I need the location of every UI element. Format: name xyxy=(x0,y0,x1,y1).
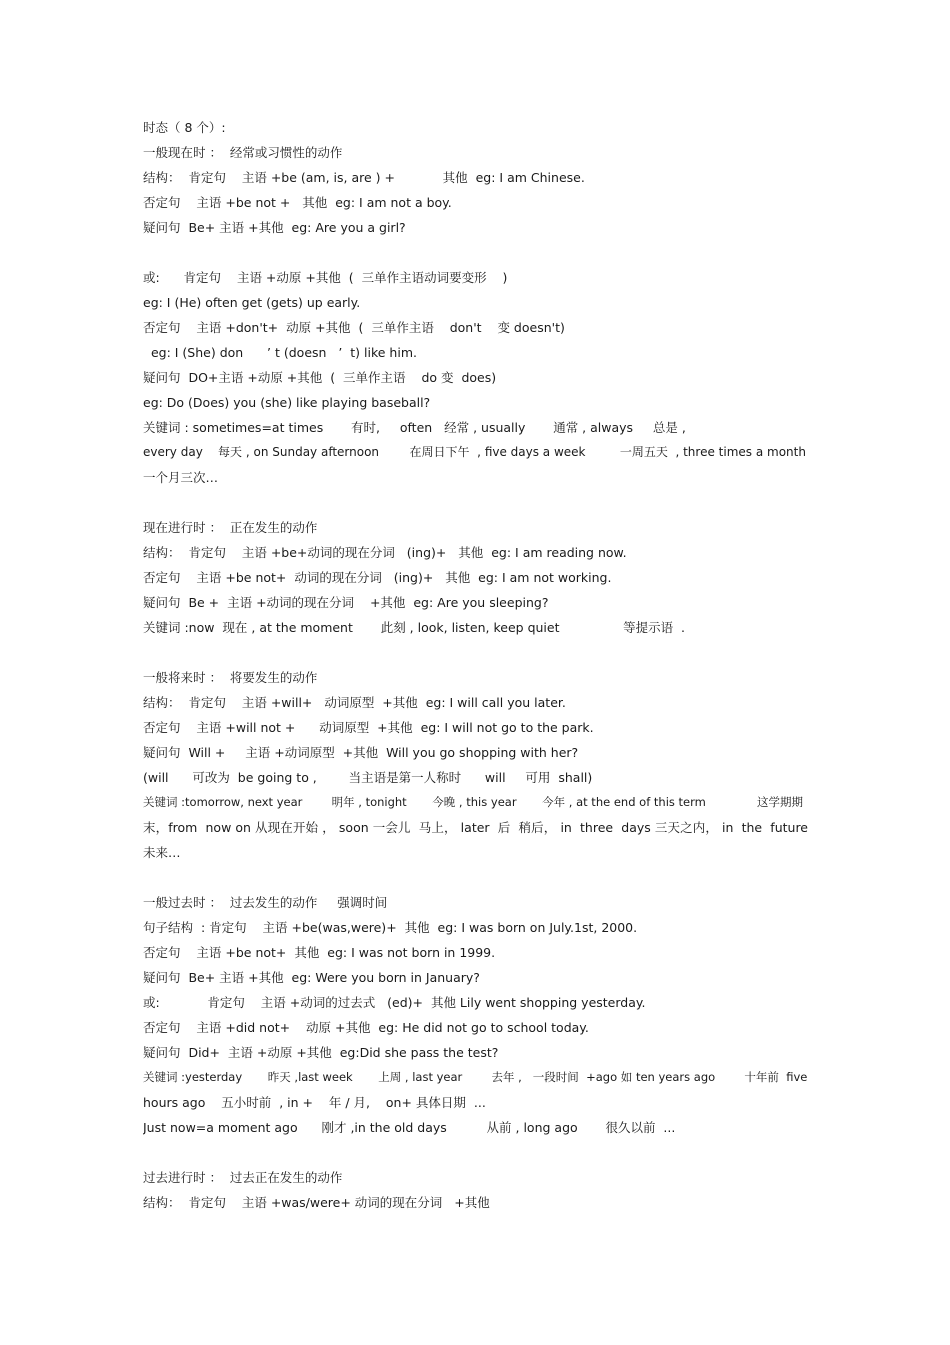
text-line: 疑问句 Be+ 主语 +其他 eg: Are you a girl? xyxy=(143,220,406,235)
section-heading: 一般将来时 ： 将要发生的动作 xyxy=(143,670,318,685)
text-line: Just now=a moment ago 刚才 ,in the old days 从前 , long ago 很久以前 ... xyxy=(143,1120,676,1135)
text-line: 关键词 :yesterday 昨天 ,last week 上周 , last year 去年 , 一段时间 +ago 如 ten years ago 十年前 five xyxy=(143,1070,808,1084)
text-line: 疑问句 Will + 主语 +动词原型 +其他 Will you go shopping with her? xyxy=(143,745,579,760)
text-line: 否定句 主语 +don't+ 动原 +其他 ( 三单作主语 don't 变 doesn't) xyxy=(143,320,565,335)
text-line: eg: I (She) don ’ t (doesn ’ t) like him. xyxy=(143,345,417,360)
text-line: 疑问句 Be + 主语 +动词的现在分词 +其他 eg: Are you sleeping? xyxy=(143,595,549,610)
text-line: 否定句 主语 +did not+ 动原 +其他 eg: He did not go to school today. xyxy=(143,1020,589,1035)
text-line: 句子结构 : 肯定句 主语 +be(was,were)+ 其他 eg: I was born on July.1st, 2000. xyxy=(143,920,638,935)
section-heading: 一般过去时 ： 过去发生的动作 强调时间 xyxy=(143,895,388,910)
text-line: 关键词 :now 现在 , at the moment 此刻 , look, listen, keep quiet 等提示语 . xyxy=(143,620,685,635)
text-line: hours ago 五小时前 , in + 年 / 月, on+ 具体日期 ... xyxy=(143,1095,486,1110)
text-line: 否定句 主语 +be not+ 动词的现在分词 (ing)+ 其他 eg: I am not working. xyxy=(143,570,612,585)
section-heading: 现在进行时 ： 正在发生的动作 xyxy=(143,520,318,535)
text-line: 未来… xyxy=(143,845,181,860)
blank-line xyxy=(143,640,808,665)
blank-line xyxy=(143,1140,808,1165)
text-line: 末，from now on 从现在开始 ， soon 一会儿 马上， later 后 稍后， in three days 三天之内， in the future xyxy=(143,820,808,835)
text-line: 否定句 主语 +be not + 其他 eg: I am not a boy. xyxy=(143,195,452,210)
text-line: 疑问句 DO+主语 +动原 +其他 ( 三单作主语 do 变 does) xyxy=(143,370,497,385)
text-line: 否定句 主语 +be not+ 其他 eg: I was not born in 1999. xyxy=(143,945,496,960)
text-line: 疑问句 Did+ 主语 +动原 +其他 eg:Did she pass the test? xyxy=(143,1045,499,1060)
text-line: (will 可改为 be going to , 当主语是第一人称时 will 可用 shall) xyxy=(143,770,593,785)
text-line: eg: I (He) often get (gets) up early. xyxy=(143,295,361,310)
text-line: 或: 肯定句 主语 +动词的过去式 (ed)+ 其他 Lily went shopping yesterday. xyxy=(143,995,646,1010)
text-line: eg: Do (Does) you (she) like playing baseball? xyxy=(143,395,431,410)
text-line: 疑问句 Be+ 主语 +其他 eg: Were you born in January? xyxy=(143,970,480,985)
text-line: 结构： 肯定句 主语 +be+动词的现在分词 (ing)+ 其他 eg: I am reading now. xyxy=(143,545,627,560)
blank-line xyxy=(143,490,808,515)
section-heading: 一般现在时 ： 经常或习惯性的动作 xyxy=(143,145,343,160)
text-line: 否定句 主语 +will not + 动词原型 +其他 eg: I will not go to the park. xyxy=(143,720,594,735)
blank-line xyxy=(143,865,808,890)
section-heading: 过去进行时 ： 过去正在发生的动作 xyxy=(143,1170,343,1185)
text-line: 一个月三次… xyxy=(143,470,219,485)
text-line: 结构： 肯定句 主语 +will+ 动词原型 +其他 eg: I will call you later. xyxy=(143,695,566,710)
text-line: 关键词 : sometimes=at times 有时, often 经常 , usually 通常 , always 总是 , xyxy=(143,420,686,435)
text-line: every day 每天 , on Sunday afternoon 在周日下午 , five days a week 一周五天 , three times a month xyxy=(143,445,806,459)
text-line: 结构： 肯定句 主语 +was/were+ 动词的现在分词 +其他 xyxy=(143,1195,490,1210)
text-line: 关键词 :tomorrow, next year 明年 , tonight 今晚 , this year 今年 , at the end of this term 这学期期 xyxy=(143,795,804,809)
text-line: 结构： 肯定句 主语 +be (am, is, are ) + 其他 eg: I am Chinese. xyxy=(143,170,585,185)
blank-line xyxy=(143,240,808,265)
text-line: 或: 肯定句 主语 +动原 +其他 ( 三单作主语动词要变形 ) xyxy=(143,270,508,285)
text-line: 时态（ 8 个）: xyxy=(143,120,226,135)
document-body xyxy=(143,115,808,1215)
